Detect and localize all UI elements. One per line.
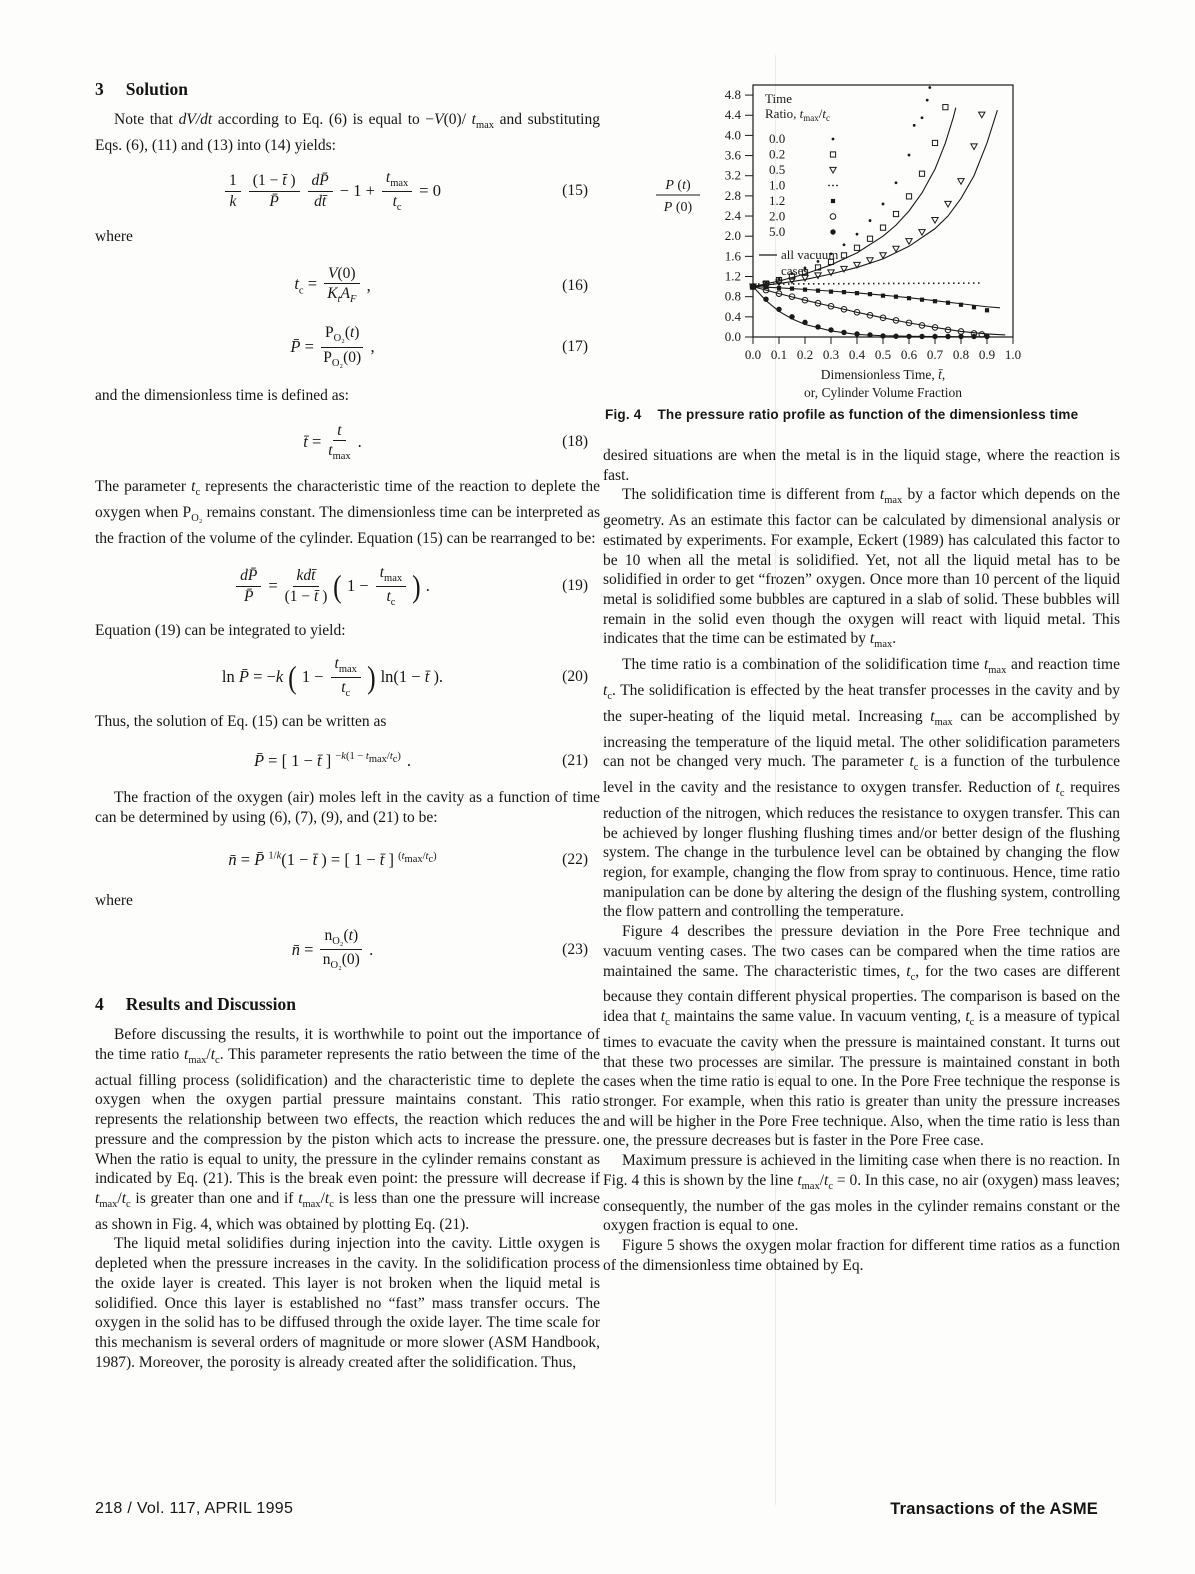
svg-text:or, Cylinder Volume Fraction: or, Cylinder Volume Fraction xyxy=(804,385,962,400)
paragraph: Thus, the solution of Eq. (15) can be written as xyxy=(95,713,387,731)
equation-15: $\frac{1}{k}$ $\frac{(1 - t̄ )}{P̄}$ $\frac{dP̄}{dt̄}$ − 1 + $\frac{t_{max}}{t_c}$ = 0 (15) xyxy=(95,169,570,214)
section-title: Solution xyxy=(125,79,188,99)
left-column xyxy=(95,75,600,1372)
paragraph: The fraction of the oxygen (air) moles left in the cavity as a function of time can be determined by using (6), (7), (9), and (21) to be: xyxy=(95,788,600,826)
figure-4 xyxy=(603,81,1120,422)
svg-text:1.2: 1.2 xyxy=(769,193,786,208)
paragraph: Note that dV/dt according to Eq. (6) is equal to −V(0)/ $t_{max}$ and substituting Eqs. (6), (11) and (13) into (14) yields: xyxy=(95,111,600,154)
paragraph: The parameter $t_c$ represents the characteristic time of the reaction to deplete the oxygen when $P_{O_2}$ remains constant. The dimensionless time can be interpreted as the fraction of the volume of the cylinder. Equation (15) can be rearranged to be: xyxy=(95,478,600,548)
svg-text:0.1: 0.1 xyxy=(770,347,788,362)
svg-text:3.6: 3.6 xyxy=(724,147,741,163)
svg-text:1.6: 1.6 xyxy=(724,248,741,264)
footer-page-info: 218 / Vol. 117, APRIL 1995 xyxy=(95,1500,294,1517)
svg-text:Dimensionless Time, t̄,: Dimensionless Time, t̄, xyxy=(820,367,946,382)
paragraph: Before discussing the results, it is worthwhile to point out the importance of the time ratio $t_{max}/t_c$. This parameter represents the ratio between the time of the actual filling process (solidification) and the characteristic time to deplete the oxygen when the oxygen partial pressure maintains constant. This ratio represents the relationship between two effects, the reaction which reduces the pressure and the compression by the piston which acts to increase the pressure. When the ratio is equal to unity, the pressure in the cylinder remains constant as indicated by Eq. (21). This is the break even point: the pressure will decrease if $t_{max}/t_c$ is greater than one and if $t_{max}/t_c$ is less than one the pressure will increase as shown in Fig. 4, which was obtained by plotting Eq. (21). xyxy=(95,1026,601,1233)
section-title: Results and Discussion xyxy=(125,994,296,1015)
svg-text:0.2: 0.2 xyxy=(796,347,814,362)
svg-text:0.2: 0.2 xyxy=(769,146,786,162)
svg-text:0.7: 0.7 xyxy=(926,347,944,362)
paragraph: desired situations are when the metal is in the liquid stage, where the reaction is fast. xyxy=(603,447,1120,484)
svg-text:0.0: 0.0 xyxy=(724,329,741,344)
where-label: where xyxy=(95,892,133,910)
equation-18: t̄ = $\frac{t}{t_{max}}$ . (18) xyxy=(303,421,588,463)
right-column xyxy=(603,75,1120,1275)
svg-text:1.2: 1.2 xyxy=(724,268,741,284)
svg-text:1.0: 1.0 xyxy=(769,177,786,193)
svg-text:0.6: 0.6 xyxy=(900,347,918,362)
where-label: where xyxy=(95,227,133,245)
svg-text:all vacuum: all vacuum xyxy=(781,247,839,262)
paragraph: Figure 4 describes the pressure deviation in the Pore Free technique and vacuum venting cases. The two cases can be compared when the time ratios are maintained the same. The characteristic times, $t_c$, for the two cases are different because they contain different physical properties. The comparison is based on the idea that $t_c$ maintains the same value. In vacuum venting, $t_c$ is a measure of typical times to evacuate the cavity when the pressure is maintained constant. It turns out that these two processes are similar. The pressure is maintained constant in both cases when the time ratio is equal to one. In the Pore Free technique the response is stronger. For example, when this ratio is greater than unity the pressure increases and will be higher in the Pore Free technique. Also, when the time ratio is less than one, the pressure decreases but is faster in the Pore Free case. xyxy=(603,923,1120,1150)
equation-19: $\frac{dP̄}{P̄}$ = $\frac{\text{kdt̄}}{(1 - t̄ )}$ ( 1 − $\frac{t_{max}}{t_c}$ ) . (19) xyxy=(95,564,570,609)
section-4-heading xyxy=(95,994,600,1015)
svg-text:2.0: 2.0 xyxy=(769,208,786,224)
svg-text:Time: Time xyxy=(765,91,792,106)
svg-text:4.8: 4.8 xyxy=(724,87,741,103)
svg-text:0.0: 0.0 xyxy=(769,131,786,146)
equation-23: n̄ = $\frac{n_{O_2}(t)}{n_{O_2}(0)}$ . (23) xyxy=(291,926,588,972)
section-number: 3 xyxy=(95,79,104,99)
figure-caption xyxy=(605,407,1120,422)
svg-text:0.4: 0.4 xyxy=(724,308,741,324)
paragraph: and the dimensionless time is defined as: xyxy=(95,386,349,404)
svg-text:4.4: 4.4 xyxy=(724,107,741,123)
footer-journal-name: Transactions of the ASME xyxy=(890,1500,1098,1518)
svg-text:0.8: 0.8 xyxy=(724,288,741,304)
paragraph: The time ratio is a combination of the solidification time $t_{max}$ and reaction time $t_c$. The solidification is effected by the heat transfer processes in the cavity and by the super-heating of the liquid metal. Increasing $t_{max}$ can be accomplished by increasing the temperature of the liquid metal. The other solidification parameters can not be changed very much. The parameter $t_c$ is a function of the turbulence level in the cavity and the resistance to oxygen transfer. Reduction of $t_c$ requires reduction of the nitrogen, which reduces the resistance to oxygen transfer. This can be achieved by longer flushing flushing times and/or better design of the flushing system. The change in the turbulence level can be obtained by changing the flow region, for example, changing the flow from spray to continuous. Hence, time ratio manipulation can be done by altering the design of the flushing system, controlling the flow pattern and controlling the temperature. xyxy=(603,656,1121,921)
svg-text:0.9: 0.9 xyxy=(978,347,996,362)
svg-text:0.4: 0.4 xyxy=(848,347,866,362)
paragraph: The solidification time is different from $t_{max}$ by a factor which depends on the geometry. As an estimate this factor can be calculated by dimensional analysis or estimated by experiments. For example, Eckert (1989) has calculated this factor to be 10 when all the metal is solidified. Yet, not all the liquid metal has to be solidified in order to get “frozen” oxygen. Once more than 10 percent of the liquid metal is solidified some bubbles are captured in a slab of solid. These bubbles will remain in the solid even though the oxygen will react with liquid metal. This indicates that the time can be estimated by $t_{max}$. xyxy=(603,486,1120,651)
paragraph: Equation (19) can be integrated to yield: xyxy=(95,622,346,640)
svg-text:Ratio, tmax​/tc​: Ratio, $t_{max}/t_c$ xyxy=(765,106,831,123)
paragraph: Figure 5 shows the oxygen molar fraction for different time ratios as a function of the dimensionless time obtained by Eq. xyxy=(603,1236,1120,1274)
svg-text:2.0: 2.0 xyxy=(724,228,741,244)
equation-20: ln P̄ = −k ( 1 − $\frac{t_{max}}{t_c}$ ) ln(1 − t̄ ). (20) xyxy=(221,654,588,700)
svg-text:0.3: 0.3 xyxy=(822,347,840,362)
equation-16: $t_c$ = $\frac{V(0)}{K_tA_F}$ , (16) xyxy=(294,264,588,306)
section-3-heading xyxy=(95,79,600,100)
svg-text:1.0: 1.0 xyxy=(1004,347,1022,362)
svg-text:0.8: 0.8 xyxy=(952,347,970,362)
paragraph: Maximum pressure is achieved in the limiting case when there is no reaction. In Fig. 4 this is shown by the line $t_{max}/t_c = 0$. In this case, no air (oxygen) mass leaves; consequently, the number of the gas moles in the cylinder remains constant or the oxygen fraction is equal to one. xyxy=(603,1152,1120,1235)
svg-text:0.5: 0.5 xyxy=(769,162,786,177)
paragraph: The liquid metal solidifies during injection into the cavity. Little oxygen is depleted when the pressure increases in the cavity. In the solidification process the oxide layer is created. This layer is not broken when the liquid metal is solidified. Once this layer is established no “fast” mass transfer occurs. The oxygen in the solid has to be diffused through the oxide layer. The time scale for this mechanism is several orders of magnitude or more slower (ASM Handbook, 1987). Moreover, the porosity is already created after the solidification. Thus, xyxy=(95,1235,600,1371)
svg-text:5.0: 5.0 xyxy=(769,224,786,239)
svg-text:4.0: 4.0 xyxy=(724,127,741,143)
pressure-ratio-chart xyxy=(603,81,1120,403)
equation-21: P̄ = [ 1 − t̄ ] $^{-k(1 - t_{max}/t_c)}$ . (21) xyxy=(253,750,588,770)
equation-17: P̄ = $\frac{P_{O_2}(t)}{P_{O_2}(0)}$ , (17) xyxy=(290,324,588,369)
svg-text:2.4: 2.4 xyxy=(724,208,741,224)
svg-text:0.0: 0.0 xyxy=(744,347,762,362)
equation-22: n̄ = P̄ $^{1/k}$(1 − t̄ ) = [ 1 − t̄ ] $^{(t_{max}/t_c)}$ (22) xyxy=(228,850,588,870)
figure-caption-text: The pressure ratio profile as function of the dimensionless time xyxy=(657,407,1079,422)
svg-text:2.8: 2.8 xyxy=(724,187,741,203)
figure-caption-label: Fig. 4 xyxy=(605,407,642,422)
section-number: 4 xyxy=(95,994,104,1015)
svg-text:3.2: 3.2 xyxy=(724,167,741,183)
svg-text:P (t): P (t) xyxy=(665,178,691,193)
svg-text:P (0): P (0) xyxy=(663,200,693,215)
svg-text:cases: cases xyxy=(781,263,809,278)
svg-text:0.5: 0.5 xyxy=(874,347,892,362)
